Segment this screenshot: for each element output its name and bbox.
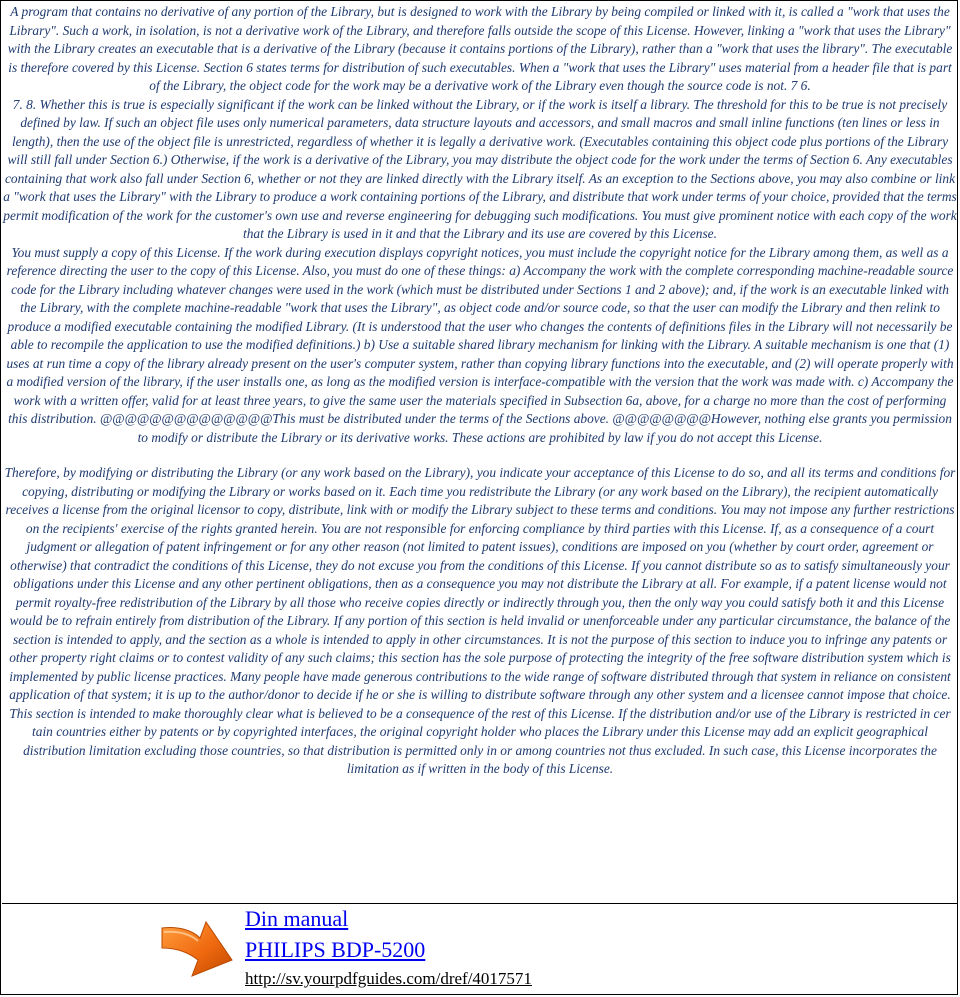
paragraph-geographical-limitation: This section is intended to make thoroughly clear what is believed to be a consequence of the rest of this License. If the distribution and/or use of the Library is restricted in cer tain countries either by patents or by copyrighted interfaces, the original copyright holder who places the Library under this License may add an explicit geographical distribution limitation excluding those countries, so that distribution is permitted only in or among countries not thus excluded. In such case, this License incorporates the limitation as if written in the body of this License. <box>9 705 951 776</box>
url-link[interactable]: http://sv.yourpdfguides.com/dref/4017571 <box>245 969 532 988</box>
paragraph-acceptance: Therefore, by modifying or distributing the Library (or any work based on the Library), you indicate your acceptance of this License to do so, and all its terms and conditions for copying, distributing or modifying the Library or works based on it. Each time you redistribute the Library (or any work based on the Library), the recipient automatically receives a license from the original licensor to copy, distribute, link with or modify the Library subject to these terms and conditions. You may not impose any further restrictions on the recipients' exercise of the rights granted herein. You are not responsible for enforcing compliance by third parties with this License. If, as a consequence of a court judgment or allegation of patent infringement or for any other reason (not limited to patent issues), conditions are imposed on you (whether by court order, agreement or otherwise) that contradict the conditions of this License, they do not excuse you from the conditions of this License. If you cannot distribute so as to satisfy simultaneously your obligations under this License and any other pertinent obligations, then as a consequence you may not distribute the Library at all. For example, if a patent license would not permit royalty-free redistribution of the Library by all those who receive copies directly or indirectly through you, then the only way you could satisfy both it and this License would be to refrain entirely from distribution of the Library. If any portion of this section is held invalid or unenforceable under any particular circumstance, the balance of the section is intended to apply, and the section as a whole is intended to apply in other circumstances. It is not the purpose of this section to induce you to infringe any patents or other property right claims or to contest validity of any such claims; this section has the sole purpose of protecting the integrity of the free software distribution system which is implemented by public license practices. Many people have made generous contributions to the wide range of software distributed through that system in reliance on consistent application of that system; it is up to the author/donor to decide if he or she is willing to distribute software through any other system and a licensee cannot impose that choice. <box>4 465 956 702</box>
manual-link[interactable]: Din manual <box>245 906 349 931</box>
license-text <box>3 3 957 779</box>
paragraph-supply-license: You must supply a copy of this License. If the work during execution displays copyright notices, you must include the copyright notice for the Library among them, as well as a reference directing the user to the copy of this License. Also, you must do one of these things: a) Accompany the work with the complete corresponding machine-readable source code for the Library including whatever changes were used in the work (which must be distributed under Sections 1 and 2 above); and, if the work is an executable linked with the Library, with the complete machine-readable "work that uses the Library", as object code and/or source code, so that the user can modify the Library and then relink to produce a modified executable containing the modified Library. (It is understood that the user who changes the contents of definitions files in the Library will not necessarily be able to recompile the application to use the modified definitions.) b) Use a suitable shared library mechanism for linking with the Library. A suitable mechanism is one that (1) uses at run time a copy of the library already present on the user's computer system, rather than copying library functions into the executable, and (2) will operate properly with a modified version of the library, if the user installs one, as long as the modified version is interface-compatible with the version that the work was made with. c) Accompany the work with a written offer, valid for at least three years, to give the same user the materials specified in Subsection 6a, above, for a charge no more than the cost of performing this distribution. @@@@@@@@@@@@@@This must be distributed under the terms of the Sections above. @@@@@@@@However, nothing else grants you permission to modify or distribute the Library or its derivative works. These actions are prohibited by law if you do not accept this License. <box>6 244 954 445</box>
model-link[interactable]: PHILIPS BDP-5200 <box>245 937 426 962</box>
footer-links <box>2 903 958 995</box>
paragraph-work-that-uses-library: A program that contains no derivative of any portion of the Library, but is designed to work with the Library by being compiled or linked with it, is called a "work that uses the Library". Such a work, in isolation, is not a derivative work of the Library, and therefore falls outside the scope of this License. However, linking a "work that uses the Library" with the Library creates an executable that is a derivative of the Library (because it contains portions of the Library), rather than a "work that uses the library". The executable is therefore covered by this License. Section 6 states terms for distribution of such executables. When a "work that uses the Library" uses material from a header file that is part of the Library, the object code for the work may be a derivative work of the Library even though the source code is not. 7 6. <box>7 4 953 93</box>
paragraph-object-file-threshold: 7. 8. Whether this is true is especially significant if the work can be linked without the Library, or if the work is itself a library. The threshold for this to be true is not precisely defined by law. If such an object file uses only numerical parameters, data structure layouts and accessors, and small macros and small inline functions (ten lines or less in length), then the use of the object file is unrestricted, regardless of whether it is legally a derivative work. (Executables containing this object code plus portions of the Library will still fall under Section 6.) Otherwise, if the work is a derivative of the Library, you may distribute the object code for the work under the terms of Section 6. Any executables containing that work also fall under Section 6, whether or not they are linked directly with the Library itself. As an exception to the Sections above, you may also combine or link a "work that uses the Library" with the Library to produce a work containing portions of the Library, and distribute that work under terms of your choice, provided that the terms permit modification of the work for the customer's own use and reverse engineering for debugging such modifications. You must give prominent notice with each copy of the work that the Library is used in it and that the Library and its use are covered by this License. <box>3 96 957 241</box>
links-group <box>245 904 532 990</box>
orange-arrow-icon <box>158 904 238 984</box>
